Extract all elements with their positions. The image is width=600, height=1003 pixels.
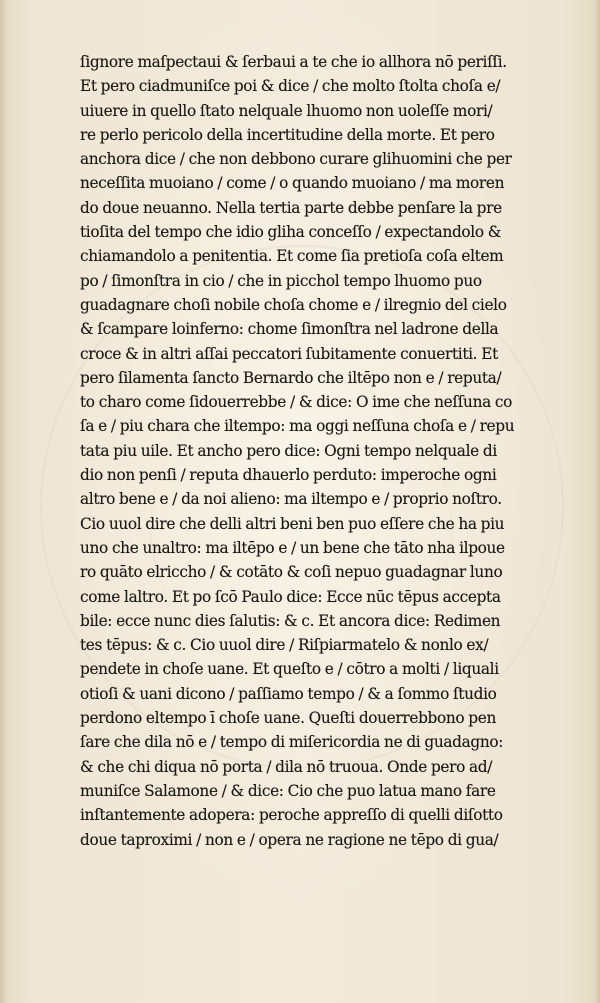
text-line-18: dio non penſi / reputa dhauerlo perduto: imperoche ogni	[80, 466, 497, 485]
text-line-3: uiuere in quello ſtato nelquale lhuomo non uoleſſe mori/	[80, 101, 493, 120]
text-line-19: altro bene e / da noi alieno: ma iltempo e / proprio noſtro.	[80, 490, 502, 509]
text-line-22: ro quāto elriccho / & cotāto & coſi nepuo guadagnar luno	[80, 563, 503, 582]
text-line-2: Et pero ciadmuniſce poi & dice / che molto ſtolta choſa e/	[80, 77, 501, 96]
text-line-9: chiamandolo a penitentia. Et come ſia pretioſa coſa eltem	[80, 247, 504, 266]
text-line-23: come laltro. Et po ſcō Paulo dice: Ecce nūc tēpus accepta	[80, 587, 501, 606]
text-line-26: pendete in choſe uane. Et queſto e / cōtro a molti / liquali	[80, 660, 499, 679]
page-left-edge-shadow	[0, 0, 8, 1003]
text-line-30: & che chi diqua nō porta / dila nō truoua. Onde pero ad/	[80, 757, 493, 776]
text-line-20: Cio uuol dire che delli altri beni ben puo eſſere che ha piu	[80, 514, 505, 533]
text-line-29: ſare che dila nō e / tempo di miſericordia ne di guadagno:	[80, 733, 504, 752]
text-line-27: otioſi & uani dicono / paſſiamo tempo / & a ſommo ſtudio	[80, 684, 497, 703]
text-line-1: ſignore maſpectaui & ſerbaui a te che io allhora nō periſſi.	[80, 53, 507, 71]
text-line-24: bile: ecce nunc dies ſalutis: & c. Et ancora dice: Redimen	[80, 611, 501, 630]
text-line-10: po / ſimonſtra in cio / che in picchol tempo lhuomo puo	[80, 271, 482, 290]
text-line-17: tata piu uile. Et ancho pero dice: Ogni tempo nelquale di	[80, 441, 497, 460]
text-line-31: muniſce Salamone / & dice: Cio che puo latua mano fare	[80, 781, 496, 800]
text-line-4: re perlo pericolo della incertitudine della morte. Et pero	[80, 125, 495, 144]
text-line-28: perdono eltempo ī choſe uane. Queſti douerrebbono pen	[80, 709, 497, 728]
text-line-25: tes tēpus: & c. Cio uuol dire / Riſpiarmatelo & nonlo ex/	[80, 636, 489, 655]
text-line-7: do doue neuanno. Nella tertia parte debbe penſare la pre	[80, 198, 502, 217]
text-line-21: uno che unaltro: ma iltēpo e / un bene che tāto nha ilpoue	[80, 538, 505, 557]
text-line-16: ſa e / piu chara che iltempo: ma oggi neſſuna choſa e / repu	[80, 417, 515, 436]
text-line-33: doue taproximi / non e / opera ne ragione ne tēpo di gua/	[80, 830, 499, 849]
text-line-8: tioſita del tempo che idio gliha conceſſo / expectandolo &	[80, 223, 502, 242]
page-right-edge-shadow	[594, 0, 600, 1003]
text-line-15: to charo come ſidouerrebbe / & dice: O ime che neſſuna co	[80, 393, 513, 412]
text-line-14: pero ſilamenta ſancto Bernardo che iltēpo non e / reputa/	[80, 368, 502, 387]
text-block	[80, 50, 550, 852]
text-line-6: neceſſita muoiano / come / o quando muoiano / ma moren	[80, 174, 505, 193]
text-line-11: guadagnare choſi nobile choſa chome e / ilregnio del cielo	[80, 295, 507, 314]
text-line-12: & ſcampare loinferno: chome ſimonſtra nel ladrone della	[80, 320, 499, 339]
text-line-5: anchora dice / che non debbono curare glihuomini che per	[80, 150, 512, 169]
text-line-32: inſtantemente adopera: peroche appreſſo di quelli diſotto	[80, 806, 503, 825]
text-line-13: croce & in altri aſſai peccatori ſubitamente conuertiti. Et	[80, 344, 498, 363]
